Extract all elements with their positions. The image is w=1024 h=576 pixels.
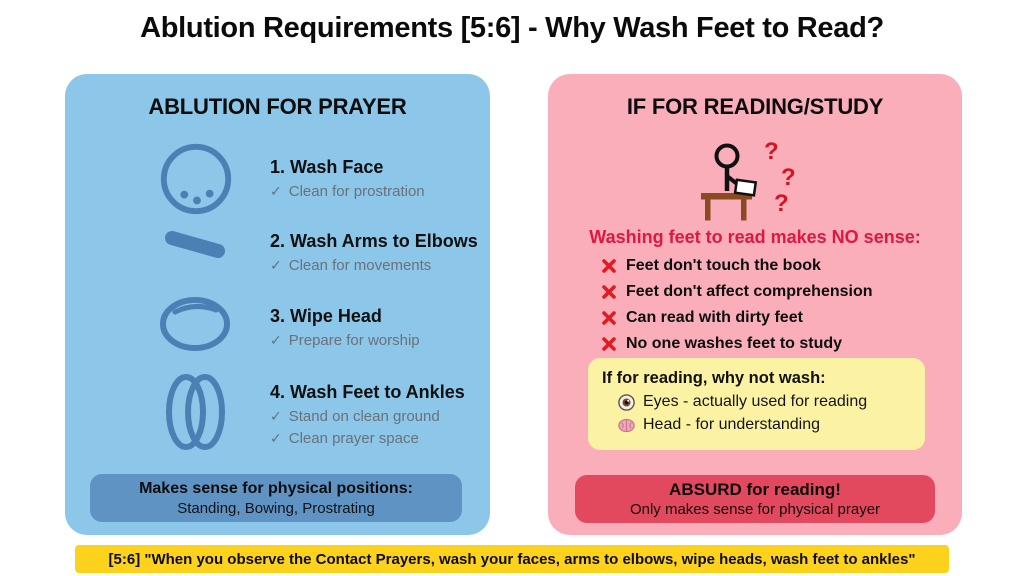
step-title: 3. Wipe Head	[270, 306, 382, 326]
objection-text: Feet don't touch the book	[626, 257, 821, 274]
reading-panel	[548, 74, 962, 535]
red-x-icon	[601, 310, 617, 326]
step-title: 1. Wash Face	[270, 157, 384, 177]
prayer-footer-box	[90, 474, 462, 522]
objection-text: Feet don't affect comprehension	[626, 283, 873, 300]
absurd-detail: Only makes sense for physical prayer	[629, 501, 881, 518]
prayer-panel	[65, 74, 490, 535]
check-icon: ✓	[270, 257, 282, 274]
objection-row	[601, 282, 873, 302]
why-item-text: Head - for understanding	[643, 416, 820, 433]
objection-list	[601, 256, 873, 354]
question-mark-icon: ?	[774, 190, 789, 217]
why-item-text: Eyes - actually used for reading	[643, 393, 868, 410]
objection-row	[601, 334, 873, 354]
arm-icon	[159, 224, 231, 264]
page-title: Ablution Requirements [5:6] - Why Wash Feet to Read?	[140, 12, 884, 44]
why-not-wash-box	[588, 358, 925, 450]
step-check	[270, 332, 495, 349]
check-icon: ✓	[270, 430, 282, 447]
objection-text: Can read with dirty feet	[626, 309, 803, 326]
feet-icon	[162, 370, 228, 454]
question-mark-icon: ?	[781, 164, 796, 191]
reader-at-desk-icon	[696, 136, 772, 222]
step-wash-face	[270, 157, 495, 200]
check-text: Clean for movements	[288, 257, 432, 274]
check-text: Clean for prostration	[288, 183, 425, 200]
check-icon: ✓	[270, 408, 282, 425]
objection-text: No one washes feet to study	[626, 335, 843, 352]
question-mark-icon: ?	[764, 138, 779, 165]
why-item-eyes	[618, 393, 925, 411]
face-icon	[157, 140, 235, 218]
step-check	[270, 430, 495, 447]
step-wash-feet	[270, 382, 495, 447]
check-icon: ✓	[270, 183, 282, 200]
check-text: Stand on clean ground	[288, 408, 440, 425]
step-wash-arms	[270, 231, 495, 274]
eye-icon	[618, 394, 635, 411]
prayer-footer-detail: Standing, Bowing, Prostrating	[177, 499, 375, 517]
red-x-icon	[601, 258, 617, 274]
absurd-title: ABSURD for reading!	[669, 480, 841, 499]
step-title: 2. Wash Arms to Elbows	[270, 231, 478, 251]
reading-panel-heading: IF FOR READING/STUDY	[626, 94, 884, 119]
why-not-wash-title: If for reading, why not wash:	[602, 369, 826, 387]
brain-icon	[618, 417, 635, 434]
objection-row	[601, 308, 873, 328]
why-item-head	[618, 416, 925, 434]
step-check	[270, 183, 495, 200]
step-title: 4. Wash Feet to Ankles	[270, 382, 465, 402]
step-check	[270, 408, 495, 425]
absurd-footer-box	[575, 475, 935, 523]
prayer-footer-title: Makes sense for physical positions:	[139, 479, 413, 497]
red-x-icon	[601, 284, 617, 300]
prayer-panel-heading: ABLUTION FOR PRAYER	[148, 94, 407, 119]
check-text: Prepare for worship	[288, 332, 420, 349]
red-x-icon	[601, 336, 617, 352]
objection-row	[601, 256, 873, 276]
check-icon: ✓	[270, 332, 282, 349]
verse-bar: [5:6] "When you observe the Contact Prayers, wash your faces, arms to elbows, wipe heads, wash feet to ankles"	[75, 545, 949, 573]
no-sense-heading: Washing feet to read makes NO sense:	[589, 227, 921, 247]
step-wipe-head	[270, 306, 495, 349]
step-check	[270, 257, 495, 274]
head-icon	[159, 294, 231, 352]
check-text: Clean prayer space	[288, 430, 419, 447]
